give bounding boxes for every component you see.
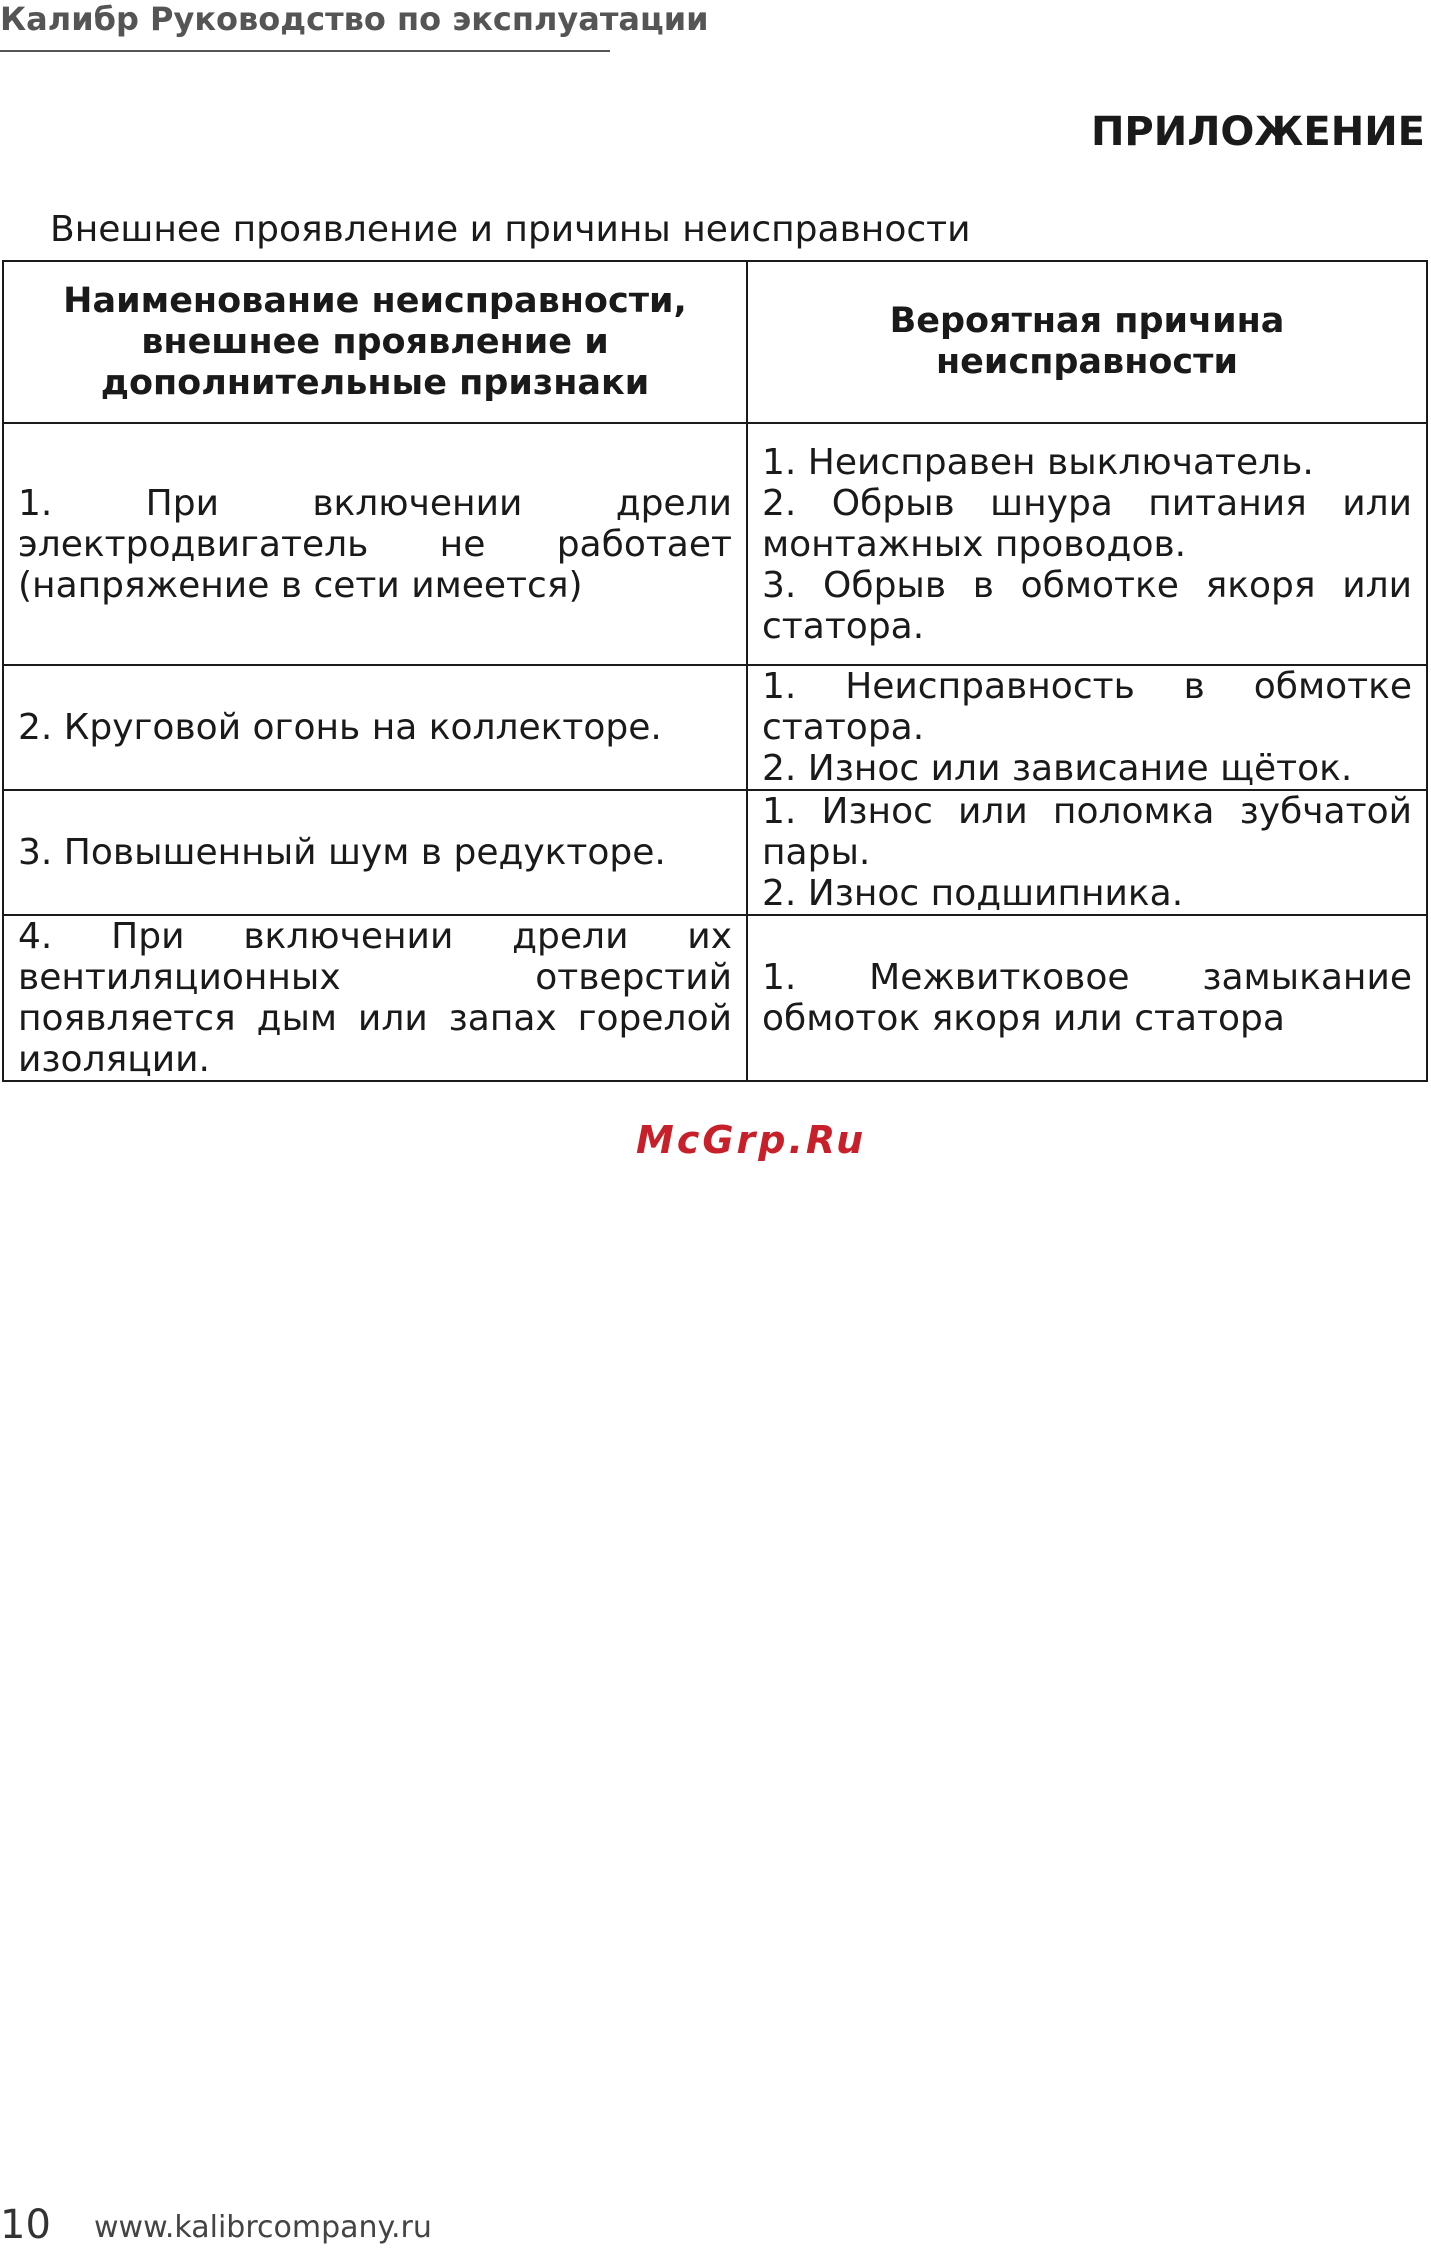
header-symptom: Наименование неисправности, внешнее проявление и дополнительные признаки — [3, 261, 747, 423]
cause-line: 1. Неисправность в обмотке статора. — [762, 666, 1412, 748]
cause-line: 2. Износ подшипника. — [762, 873, 1184, 914]
cause-line: 1. Межвитковое замыкание обмоток якоря или статора — [762, 957, 1412, 1039]
table-row — [3, 790, 1427, 915]
watermark: McGrp.Ru — [636, 1118, 867, 1162]
cause-cell — [747, 790, 1427, 915]
footer-url[interactable]: www.kalibrcompany.ru — [94, 2210, 432, 2245]
symptom-cell: 2. Круговой огонь на коллекторе. — [3, 665, 747, 790]
cause-cell — [747, 915, 1427, 1081]
cause-line: 2. Обрыв шнура питания или монтажных проводов. — [762, 482, 1412, 565]
table-caption: Внешнее проявление и причины неисправности — [50, 209, 971, 250]
table-row — [3, 423, 1427, 665]
cause-line: 1. Неисправен выключатель. — [762, 441, 1314, 483]
running-header: Калибр Руководство по эксплуатации — [0, 0, 610, 52]
cause-line: 1. Износ или поломка зубчатой пары. — [762, 791, 1412, 873]
table-row — [3, 915, 1427, 1081]
section-title: ПРИЛОЖЕНИЕ — [1090, 109, 1425, 155]
cause-cell — [747, 665, 1427, 790]
table-row — [3, 665, 1427, 790]
cause-line: 3. Обрыв в обмотке якоря или статора. — [762, 564, 1412, 647]
cause-cell — [747, 423, 1427, 665]
header-cause: Вероятная причина неисправности — [747, 261, 1427, 423]
fault-table — [2, 260, 1428, 1082]
page-number: 10 — [0, 2202, 51, 2248]
cause-line: 2. Износ или зависание щёток. — [762, 748, 1353, 789]
table-header-row — [3, 261, 1427, 423]
symptom-cell: 1. При включении дрели электродвигатель не работает (напряжение в сети имеется) — [3, 423, 747, 665]
symptom-cell: 3. Повышенный шум в редукторе. — [3, 790, 747, 915]
symptom-cell: 4. При включении дрели их вентиляционных отверстий появляется дым или запах горелой изоляции. — [3, 915, 747, 1081]
